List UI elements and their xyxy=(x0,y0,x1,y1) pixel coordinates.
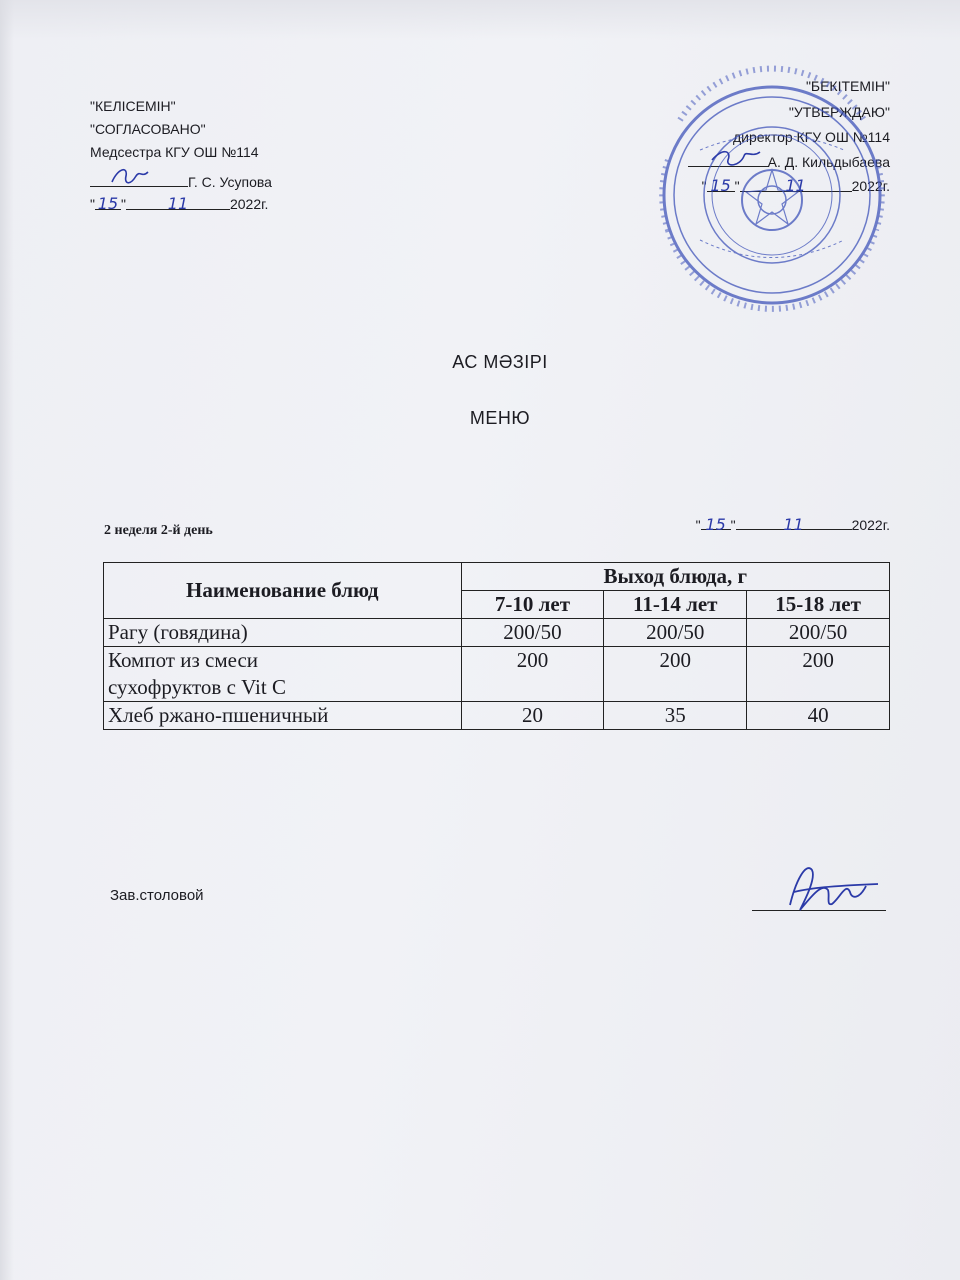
approval-right-signer: А. Д. Кильдыбаева xyxy=(767,154,890,170)
yield-value: 200/50 xyxy=(747,619,890,647)
yield-value: 40 xyxy=(747,702,890,730)
header-age-7-10: 7-10 лет xyxy=(461,591,604,619)
yield-value: 20 xyxy=(461,702,604,730)
official-stamp-icon xyxy=(662,69,882,309)
menu-date-year: 2022г. xyxy=(851,517,890,533)
approval-right-date-day: 15 xyxy=(707,177,735,192)
approval-left-line3: Медсестра КГУ ОШ №114 xyxy=(90,144,259,160)
yield-value: 200/50 xyxy=(604,619,747,647)
approval-right-line3: директор КГУ ОШ №114 xyxy=(732,129,890,145)
menu-title-kz: АС МӘЗІРІ xyxy=(452,352,548,372)
approval-left-date-year: 2022г. xyxy=(229,196,269,212)
approval-left-line1: "КЕЛІСЕМІН" xyxy=(90,98,176,114)
week-day-label: 2 неделя 2-й день xyxy=(104,523,213,538)
menu-date-row: " 15 " 11 2022г. xyxy=(695,515,890,534)
yield-value: 200/50 xyxy=(461,619,604,647)
approval-left-signer: Г. С. Усупова xyxy=(188,174,272,190)
dish-name: Хлеб ржано-пшеничный xyxy=(104,702,462,730)
approval-right-date-row: " 15 " 11 2022г. xyxy=(701,176,890,195)
header-dish-name: Наименование блюд xyxy=(104,563,462,619)
dish-name: Рагу (говядина) xyxy=(104,619,462,647)
approval-right-line1: "БЕКІТЕМІН" xyxy=(805,78,890,94)
approval-right-date-month: 11 xyxy=(740,177,852,192)
approval-right-date-year: 2022г. xyxy=(851,178,890,194)
signature-right-icon xyxy=(712,152,760,165)
canteen-manager-label: Зав.столовой xyxy=(110,887,204,904)
signature-left-icon xyxy=(112,170,148,183)
approval-left-date-row: " 15 " 11 2022г. xyxy=(90,194,269,213)
menu-title-ru: МЕНЮ xyxy=(469,408,531,428)
yield-value: 35 xyxy=(604,702,747,730)
yield-value: 200 xyxy=(461,647,604,702)
menu-date-day: 15 xyxy=(701,515,731,530)
menu-date-month: 11 xyxy=(736,515,852,530)
approval-left-line2: "СОГЛАСОВАНО" xyxy=(90,121,206,137)
yield-value: 200 xyxy=(604,647,747,702)
dish-name-line2: сухофруктов с Vit C xyxy=(108,675,286,699)
header-age-15-18: 15-18 лет xyxy=(747,591,890,619)
signature-canteen-icon xyxy=(790,868,878,910)
approval-left-date-day: 15 xyxy=(95,195,121,210)
approval-right-line2: "УТВЕРЖДАЮ" xyxy=(788,104,890,120)
dish-name-line1: Компот из смеси xyxy=(108,648,259,672)
yield-value: 200 xyxy=(747,647,890,702)
header-yield: Выход блюда, г xyxy=(461,563,889,591)
approval-left-date-month: 11 xyxy=(126,195,230,210)
header-age-11-14: 11-14 лет xyxy=(604,591,747,619)
